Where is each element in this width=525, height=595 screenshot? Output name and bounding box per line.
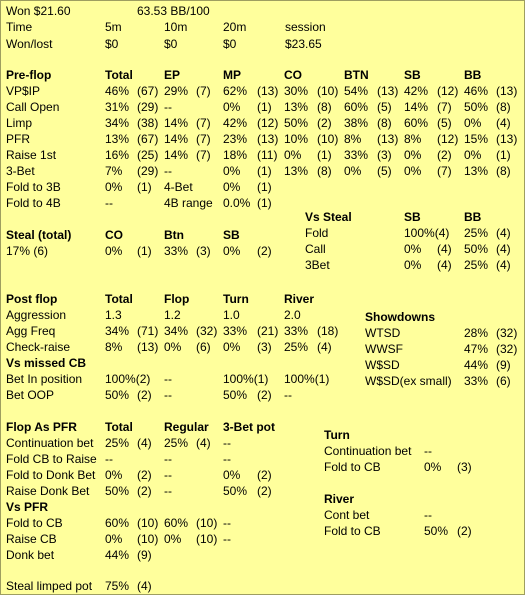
turn-fold-count: (3) xyxy=(457,460,472,474)
preflop-cell-value: 13% xyxy=(464,164,489,178)
preflop-cell-count: (4) xyxy=(496,116,511,130)
flop-as-pfr-col-total: Total xyxy=(105,420,133,434)
vs-pfr-row-label: Raise CB xyxy=(6,532,57,546)
preflop-cell-value: 0% xyxy=(464,116,482,130)
preflop-cell-value: 50% xyxy=(284,116,309,130)
preflop-cell-count: (2) xyxy=(317,116,332,130)
preflop-cell-count: (1) xyxy=(496,148,511,162)
wwsf-label: WWSF xyxy=(365,342,403,356)
vs-pfr-cell-count: (10) xyxy=(196,532,218,546)
vs-steal-call-bb-count: (4) xyxy=(496,242,511,256)
preflop-cell-value: 0% xyxy=(223,164,241,178)
time-10m: 10m xyxy=(164,20,188,34)
steal-col-btn: Btn xyxy=(164,228,184,242)
river-cb-label: Cont bet xyxy=(324,508,370,522)
preflop-cell-value: 46% xyxy=(464,84,489,98)
vs-pfr-title: Vs PFR xyxy=(6,500,49,514)
preflop-cell-value: 0% xyxy=(284,148,302,162)
flop-as-pfr-cell-value: -- xyxy=(223,452,231,466)
postflop-col-total: Total xyxy=(105,292,133,306)
flop-as-pfr-col-regular: Regular xyxy=(164,420,209,434)
flop-as-pfr-cell-count: (2) xyxy=(137,484,152,498)
preflop-cell-count: (7) xyxy=(437,100,452,114)
preflop-cell-count: (12) xyxy=(437,84,459,98)
flop-as-pfr-cell-value: -- xyxy=(223,436,231,450)
wsd-ex-small-count: (6) xyxy=(496,374,511,388)
preflop-cell-count: (29) xyxy=(137,164,159,178)
preflop-cell-count: (5) xyxy=(437,116,452,130)
preflop-cell-value: 14% xyxy=(164,148,189,162)
bet-in-position-total: 100%(2) xyxy=(105,372,151,386)
check-raise-flop: 0% xyxy=(164,340,182,354)
steal-limped-pot-count: (4) xyxy=(137,579,152,593)
preflop-row-label: Limp xyxy=(6,116,33,130)
preflop-cell-count: (10) xyxy=(317,132,339,146)
fold-to-3b-label: Fold to 3B xyxy=(6,180,61,194)
preflop-cell-value: 13% xyxy=(284,100,309,114)
river-fold-value: 50% xyxy=(424,524,449,538)
preflop-cell-count: (10) xyxy=(317,84,339,98)
vs-steal-3bet-bb-count: (4) xyxy=(496,258,511,272)
aggression-total: 1.3 xyxy=(105,308,122,322)
preflop-col-bb: BB xyxy=(464,68,482,82)
flop-as-pfr-cell-value: -- xyxy=(164,484,172,498)
preflop-cell-count: (12) xyxy=(257,116,279,130)
agg-freq-flop-count: (32) xyxy=(196,324,218,338)
preflop-cell-value: 16% xyxy=(105,148,130,162)
flop-as-pfr-cell-value: -- xyxy=(164,452,172,466)
flop-as-pfr-row-label: Fold to Donk Bet xyxy=(6,468,96,482)
preflop-cell-value: 60% xyxy=(344,100,369,114)
postflop-col-flop: Flop xyxy=(164,292,190,306)
vs-pfr-cell-value: 60% xyxy=(105,516,130,530)
preflop-cell-count: (5) xyxy=(377,100,392,114)
preflop-cell-count: (38) xyxy=(137,116,159,130)
wsd-count: (9) xyxy=(496,358,511,372)
preflop-cell-value: 50% xyxy=(464,100,489,114)
vs-steal-call-sb-count: (4) xyxy=(437,242,452,256)
preflop-col-btn: BTN xyxy=(344,68,369,82)
preflop-row-label: VP$IP xyxy=(6,84,41,98)
preflop-cell-value: 29% xyxy=(164,84,189,98)
steal-btn-count: (3) xyxy=(196,244,211,258)
preflop-cell-value: 42% xyxy=(223,116,248,130)
steal-total-value: 17% (6) xyxy=(6,244,49,258)
preflop-cell-value: 10% xyxy=(284,132,309,146)
steal-col-sb: SB xyxy=(223,228,240,242)
four-bet-count: (1) xyxy=(257,180,272,194)
flop-as-pfr-row-label: Raise Donk Bet xyxy=(6,484,90,498)
flop-as-pfr-cell-value: 25% xyxy=(164,436,189,450)
fold-to-4b-label: Fold to 4B xyxy=(6,196,61,210)
time-5m: 5m xyxy=(105,20,122,34)
turn-cb-value: -- xyxy=(424,444,432,458)
preflop-cell-value: 0% xyxy=(404,148,422,162)
vs-pfr-cell-value: -- xyxy=(223,516,231,530)
flop-as-pfr-row-label: Fold CB to Raise xyxy=(6,452,97,466)
preflop-cell-value: 15% xyxy=(464,132,489,146)
flop-as-pfr-cell-count: (2) xyxy=(137,468,152,482)
agg-freq-turn: 33% xyxy=(223,324,248,338)
wonlost-session: $23.65 xyxy=(285,37,322,51)
vs-steal-fold-label: Fold xyxy=(305,226,329,240)
preflop-cell-value: 8% xyxy=(344,132,362,146)
agg-freq-river-count: (18) xyxy=(317,324,339,338)
agg-freq-label: Agg Freq xyxy=(6,324,56,338)
preflop-cell-value: 0% xyxy=(464,148,482,162)
aggression-turn: 1.0 xyxy=(223,308,240,322)
four-bet-range-value: 0.0% xyxy=(223,196,251,210)
preflop-cell-value: 0% xyxy=(404,164,422,178)
preflop-cell-count: (13) xyxy=(496,84,518,98)
wonlost-10m: $0 xyxy=(164,37,178,51)
preflop-cell-count: (5) xyxy=(377,164,392,178)
agg-freq-turn-count: (21) xyxy=(257,324,279,338)
vs-steal-fold-sb: 100%(4) xyxy=(404,226,450,240)
turn-title: Turn xyxy=(324,428,350,442)
preflop-cell-count: (13) xyxy=(496,132,518,146)
preflop-col-sb: SB xyxy=(404,68,421,82)
won-amount: Won $21.60 xyxy=(6,4,71,18)
preflop-cell-count: (7) xyxy=(196,84,211,98)
vs-pfr-cell-value: 44% xyxy=(105,548,130,562)
four-bet-value: 0% xyxy=(223,180,241,194)
preflop-cell-count: (13) xyxy=(377,84,399,98)
flop-as-pfr-row-label: Continuation bet xyxy=(6,436,94,450)
vs-steal-call-bb: 50% xyxy=(464,242,489,256)
flop-as-pfr-cell-count: (2) xyxy=(257,484,272,498)
postflop-col-turn: Turn xyxy=(223,292,249,306)
preflop-cell-value: 18% xyxy=(223,148,248,162)
vs-steal-3bet-sb: 0% xyxy=(404,258,422,272)
preflop-cell-value: 54% xyxy=(344,84,369,98)
wsd-label: W$SD xyxy=(365,358,400,372)
preflop-cell-value: 14% xyxy=(164,132,189,146)
flop-as-pfr-cell-value: 25% xyxy=(105,436,130,450)
time-label: Time xyxy=(6,20,33,34)
wsd-value: 44% xyxy=(464,358,489,372)
wsd-ex-small-label: W$SD(ex small) xyxy=(365,374,452,388)
wwsf-count: (32) xyxy=(496,342,518,356)
agg-freq-flop: 34% xyxy=(164,324,189,338)
preflop-row-label: Call Open xyxy=(6,100,60,114)
bet-oop-turn: 50% xyxy=(223,388,248,402)
vs-steal-call-sb: 0% xyxy=(404,242,422,256)
four-bet-label: 4-Bet xyxy=(164,180,193,194)
steal-co-value: 0% xyxy=(105,244,123,258)
agg-freq-total: 34% xyxy=(105,324,130,338)
preflop-cell-value: 0% xyxy=(223,100,241,114)
showdowns-title: Showdowns xyxy=(365,310,435,324)
steal-co-count: (1) xyxy=(137,244,152,258)
check-raise-river: 25% xyxy=(284,340,309,354)
wsd-ex-small-value: 33% xyxy=(464,374,489,388)
preflop-cell-value: 13% xyxy=(105,132,130,146)
steal-btn-value: 33% xyxy=(164,244,189,258)
preflop-cell-count: (12) xyxy=(437,132,459,146)
vs-pfr-cell-value: 60% xyxy=(164,516,189,530)
vs-pfr-cell-count: (10) xyxy=(196,516,218,530)
bb-per-100: 63.53 BB/100 xyxy=(137,4,210,18)
wwsf-value: 47% xyxy=(464,342,489,356)
check-raise-total-count: (13) xyxy=(137,340,159,354)
preflop-cell-count: (67) xyxy=(137,132,159,146)
preflop-cell-value: 23% xyxy=(223,132,248,146)
preflop-cell-value: 31% xyxy=(105,100,130,114)
preflop-row-label: Raise 1st xyxy=(6,148,57,162)
vs-pfr-cell-count: (10) xyxy=(137,516,159,530)
time-session: session xyxy=(285,20,326,34)
preflop-cell-count: (8) xyxy=(317,100,332,114)
flop-as-pfr-cell-count: (4) xyxy=(196,436,211,450)
vs-pfr-cell-value: 0% xyxy=(164,532,182,546)
bet-oop-river: -- xyxy=(284,388,292,402)
preflop-cell-count: (11) xyxy=(257,148,278,162)
preflop-cell-value: 7% xyxy=(105,164,123,178)
preflop-col-mp: MP xyxy=(223,68,241,82)
four-bet-range-count: (1) xyxy=(257,196,272,210)
preflop-col-total: Total xyxy=(105,68,133,82)
steal-sb-count: (2) xyxy=(257,244,272,258)
check-raise-total: 8% xyxy=(105,340,123,354)
preflop-cell-count: (1) xyxy=(257,164,272,178)
turn-fold-label: Fold to CB xyxy=(324,460,381,474)
preflop-cell-count: (13) xyxy=(377,132,399,146)
bet-oop-label: Bet OOP xyxy=(6,388,55,402)
vs-pfr-cell-value: -- xyxy=(223,532,231,546)
river-fold-count: (2) xyxy=(457,524,472,538)
check-raise-flop-count: (6) xyxy=(196,340,211,354)
preflop-cell-count: (13) xyxy=(257,84,279,98)
preflop-cell-count: (8) xyxy=(496,100,511,114)
flop-as-pfr-cell-value: 50% xyxy=(223,484,248,498)
fold-to-3b-value: 0% xyxy=(105,180,123,194)
preflop-cell-count: (7) xyxy=(196,148,211,162)
agg-freq-total-count: (71) xyxy=(137,324,159,338)
check-raise-river-count: (4) xyxy=(317,340,332,354)
preflop-cell-value: 8% xyxy=(404,132,422,146)
vs-pfr-row-label: Donk bet xyxy=(6,548,55,562)
vs-pfr-row-label: Fold to CB xyxy=(6,516,63,530)
vs-steal-title: Vs Steal xyxy=(305,210,352,224)
bet-oop-total: 50% xyxy=(105,388,130,402)
preflop-cell-count: (7) xyxy=(437,164,452,178)
wonlost-20m: $0 xyxy=(223,37,237,51)
preflop-cell-value: -- xyxy=(164,100,172,114)
fold-to-4b-value: -- xyxy=(105,196,113,210)
vs-steal-fold-bb: 25% xyxy=(464,226,489,240)
preflop-cell-count: (25) xyxy=(137,148,159,162)
vs-steal-3bet-bb: 25% xyxy=(464,258,489,272)
vs-steal-call-label: Call xyxy=(305,242,326,256)
preflop-cell-value: 0% xyxy=(344,164,362,178)
preflop-cell-count: (8) xyxy=(377,116,392,130)
wtsd-label: WTSD xyxy=(365,326,401,340)
check-raise-turn: 0% xyxy=(223,340,241,354)
flop-as-pfr-cell-value: 0% xyxy=(105,468,123,482)
preflop-cell-count: (67) xyxy=(137,84,159,98)
preflop-cell-count: (1) xyxy=(317,148,332,162)
bet-in-position-turn: 100%(1) xyxy=(223,372,269,386)
preflop-cell-count: (3) xyxy=(377,148,392,162)
bet-in-position-river: 100%(1) xyxy=(284,372,330,386)
preflop-cell-value: 33% xyxy=(344,148,369,162)
preflop-cell-value: 34% xyxy=(105,116,130,130)
preflop-cell-value: 42% xyxy=(404,84,429,98)
postflop-col-river: River xyxy=(284,292,315,306)
check-raise-label: Check-raise xyxy=(6,340,71,354)
preflop-cell-count: (8) xyxy=(496,164,511,178)
check-raise-turn-count: (3) xyxy=(257,340,272,354)
aggression-label: Aggression xyxy=(6,308,67,322)
turn-cb-label: Continuation bet xyxy=(324,444,412,458)
vs-missed-cb-title: Vs missed CB xyxy=(6,356,87,370)
vs-pfr-cell-value: 0% xyxy=(105,532,123,546)
preflop-cell-value: 62% xyxy=(223,84,248,98)
fold-to-3b-count: (1) xyxy=(137,180,152,194)
four-bet-range-label: 4B range xyxy=(164,196,213,210)
flop-as-pfr-cell-value: 0% xyxy=(223,468,241,482)
wtsd-value: 28% xyxy=(464,326,489,340)
vs-steal-3bet-sb-count: (4) xyxy=(437,258,452,272)
preflop-cell-count: (7) xyxy=(196,132,211,146)
preflop-title: Pre-flop xyxy=(6,68,52,82)
preflop-cell-value: 14% xyxy=(404,100,429,114)
river-cb-value: -- xyxy=(424,508,432,522)
preflop-col-co: CO xyxy=(284,68,302,82)
wtsd-count: (32) xyxy=(496,326,518,340)
flop-as-pfr-cell-value: -- xyxy=(105,452,113,466)
vs-steal-col-bb: BB xyxy=(464,210,482,224)
preflop-cell-value: 13% xyxy=(284,164,309,178)
vs-steal-3bet-label: 3Bet xyxy=(305,258,330,272)
bet-oop-turn-count: (2) xyxy=(257,388,272,402)
steal-sb-value: 0% xyxy=(223,244,241,258)
preflop-cell-value: 46% xyxy=(105,84,130,98)
vs-pfr-cell-count: (10) xyxy=(137,532,159,546)
preflop-cell-value: 30% xyxy=(284,84,309,98)
postflop-title: Post flop xyxy=(6,292,58,306)
flop-as-pfr-cell-value: 50% xyxy=(105,484,130,498)
steal-limped-pot-label: Steal limped pot xyxy=(6,579,93,593)
river-fold-label: Fold to CB xyxy=(324,524,381,538)
preflop-cell-value: 60% xyxy=(404,116,429,130)
preflop-cell-count: (13) xyxy=(257,132,279,146)
aggression-flop: 1.2 xyxy=(164,308,181,322)
flop-as-pfr-cell-count: (4) xyxy=(137,436,152,450)
time-20m: 20m xyxy=(223,20,247,34)
steal-col-co: CO xyxy=(105,228,123,242)
bet-oop-flop: -- xyxy=(164,388,172,402)
wonlost-label: Won/lost xyxy=(6,37,53,51)
preflop-cell-value: -- xyxy=(164,164,172,178)
steal-limped-pot-value: 75% xyxy=(105,579,130,593)
preflop-row-label: 3-Bet xyxy=(6,164,35,178)
preflop-cell-count: (29) xyxy=(137,100,159,114)
agg-freq-river: 33% xyxy=(284,324,309,338)
steal-total-title: Steal (total) xyxy=(6,228,72,242)
bet-in-position-label: Bet In position xyxy=(6,372,83,386)
vs-pfr-cell-count: (9) xyxy=(137,548,152,562)
river-title: River xyxy=(324,492,355,506)
flop-as-pfr-title: Flop As PFR xyxy=(6,420,77,434)
bet-in-position-flop: -- xyxy=(164,372,172,386)
preflop-cell-value: 14% xyxy=(164,116,189,130)
bet-oop-total-count: (2) xyxy=(137,388,152,402)
vs-steal-col-sb: SB xyxy=(404,210,421,224)
preflop-cell-value: 38% xyxy=(344,116,369,130)
turn-fold-value: 0% xyxy=(424,460,442,474)
preflop-cell-count: (2) xyxy=(437,148,452,162)
preflop-cell-count: (7) xyxy=(196,116,211,130)
preflop-cell-count: (1) xyxy=(257,100,272,114)
preflop-col-ep: EP xyxy=(164,68,181,82)
preflop-cell-count: (8) xyxy=(317,164,332,178)
flop-as-pfr-col-3bet: 3-Bet pot xyxy=(223,420,275,434)
flop-as-pfr-cell-count: (2) xyxy=(257,468,272,482)
flop-as-pfr-cell-value: -- xyxy=(164,468,172,482)
aggression-river: 2.0 xyxy=(284,308,301,322)
wonlost-5m: $0 xyxy=(105,37,119,51)
preflop-row-label: PFR xyxy=(6,132,30,146)
vs-steal-fold-bb-count: (4) xyxy=(496,226,511,240)
